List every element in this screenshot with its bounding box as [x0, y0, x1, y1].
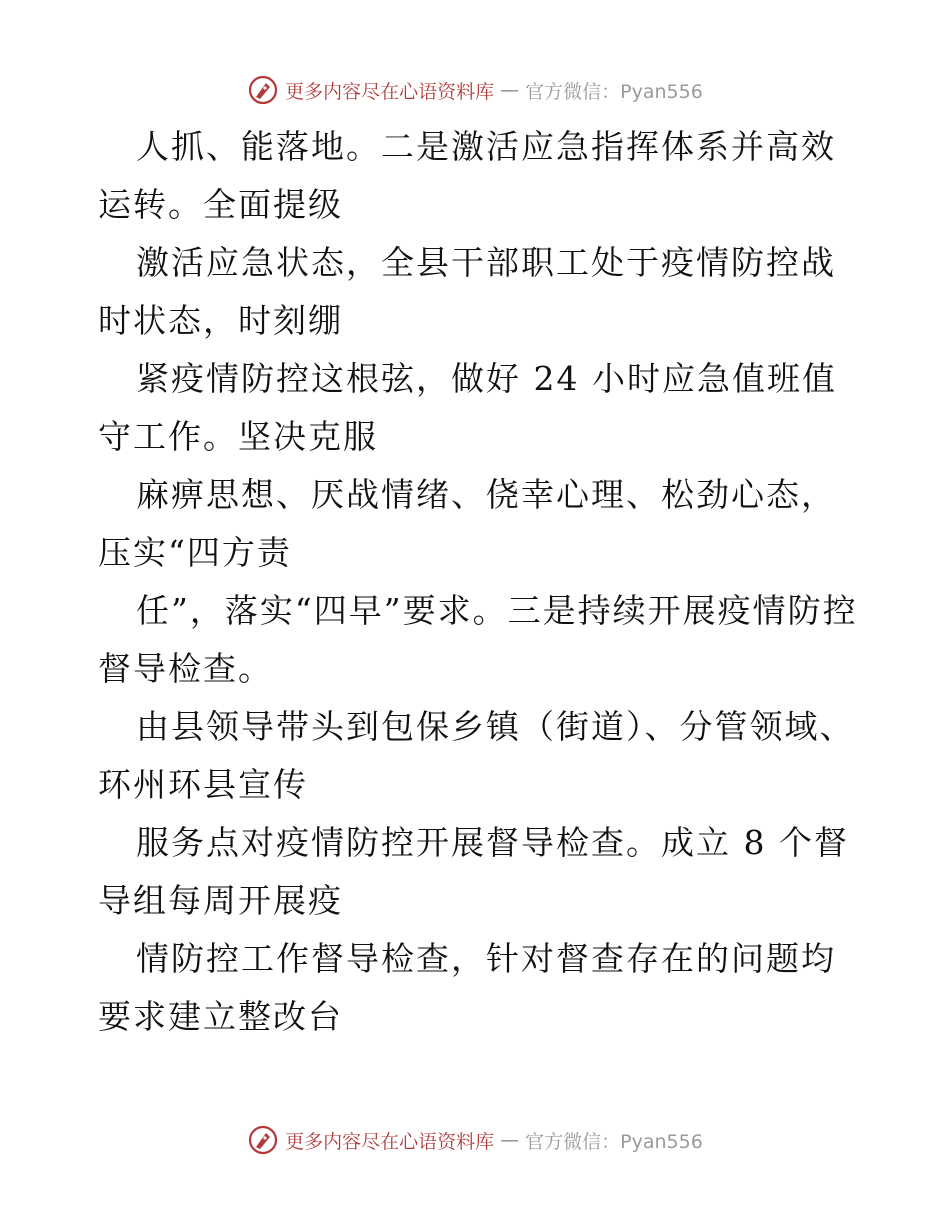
paragraph: 情防控工作督导检查，针对督查存在的问题均要求建立整改台 — [98, 939, 836, 1036]
paragraph: 麻痹思想、厌战情绪、侥幸心理、松劲心态，压实“四方责 — [98, 475, 836, 572]
footer-watermark — [0, 1120, 950, 1160]
paragraph: 由县领导带头到包保乡镇（街道）、分管领域、环州环县宣传 — [98, 707, 855, 804]
watermark-title: 更多内容尽在心语资料库 — [285, 1130, 495, 1153]
watermark-contact: 官方微信：Pyan556 — [525, 1130, 703, 1153]
watermark-separator: — — [500, 79, 520, 101]
document-body — [98, 118, 858, 1046]
pen-nib-circle-icon — [247, 1124, 279, 1156]
header-watermark — [0, 70, 950, 110]
paragraph: 服务点对疫情防控开展督导检查。成立 8 个督导组每周开展疫 — [98, 823, 849, 920]
watermark-title: 更多内容尽在心语资料库 — [285, 80, 495, 103]
watermark-separator: — — [500, 1129, 520, 1151]
paragraph: 紧疫情防控这根弦，做好 24 小时应急值班值守工作。坚决克服 — [98, 359, 837, 456]
watermark-contact: 官方微信：Pyan556 — [525, 80, 703, 103]
paragraph: 激活应急状态，全县干部职工处于疫情防控战时状态，时刻绷 — [98, 243, 836, 340]
pen-nib-circle-icon — [247, 74, 279, 106]
paragraph: 任”，落实“四早”要求。三是持续开展疫情防控督导检查。 — [98, 591, 858, 688]
paragraph: 人抓、能落地。二是激活应急指挥体系并高效运转。全面提级 — [98, 127, 836, 224]
